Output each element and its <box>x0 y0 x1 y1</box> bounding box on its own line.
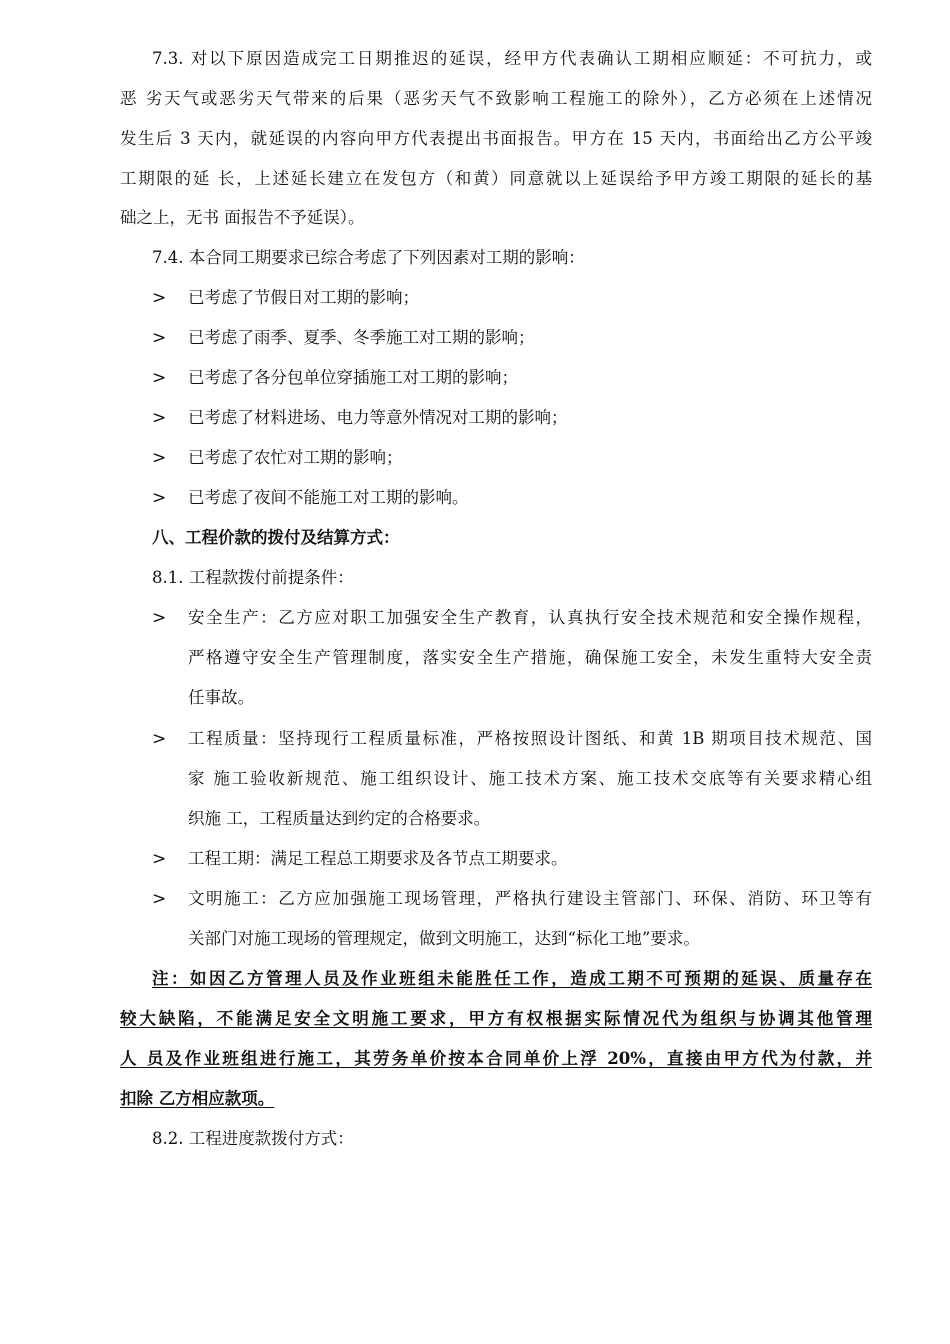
bullet-marker-icon: > <box>152 608 167 628</box>
condition-safety-line-1: 安全生产：乙方应对职工加强安全生产教育，认真执行安全技术规范和安全操作规程， <box>188 608 872 627</box>
factor-item-5: 已考虑了农忙对工期的影响； <box>188 448 403 467</box>
bullet-marker-icon: > <box>152 729 167 749</box>
bullet-marker-icon: > <box>152 488 167 508</box>
bullet-marker-icon: > <box>152 448 167 468</box>
clause-7-3-line-3: 发生后 3 天内，就延误的内容向甲方代表提出书面报告。甲方在 15 天内，书面给出乙方公平竣 <box>120 129 872 148</box>
bullet-marker-icon: > <box>152 849 167 869</box>
condition-quality-line-2: 家 施工验收新规范、施工组织设计、施工技术方案、施工技术交底等有关要求精心组 <box>188 769 872 788</box>
condition-quality-line-1: 工程质量：坚持现行工程质量标准，严格按照设计图纸、和黄 1B 期项目技术规范、国 <box>188 729 872 748</box>
condition-civilized-line-2: 关部门对施工现场的管理规定，做到文明施工，达到“标化工地”要求。 <box>188 929 700 948</box>
clause-7-3-line-4: 工期限的延 长，上述延长建立在发包方（和黄）同意就以上延误给予甲方竣工期限的延长的基 <box>120 169 872 188</box>
clause-7-3-line-5: 础之上，无书 面报告不予延误）。 <box>120 208 365 227</box>
clause-8-2-title: 8.2. 工程进度款拨付方式： <box>152 1129 354 1148</box>
clause-8-1-title: 8.1. 工程款拨付前提条件： <box>152 568 354 587</box>
clause-7-4-intro: 7.4. 本合同工期要求已综合考虑了下列因素对工期的影响： <box>152 248 585 267</box>
bullet-marker-icon: > <box>152 328 167 348</box>
clause-7-3-line-1: 7.3. 对以下原因造成完工日期推迟的延误，经甲方代表确认工期相应顺延：不可抗力，或 <box>152 49 872 68</box>
note-line-4: 扣除 乙方相应款项。 <box>120 1089 275 1108</box>
note-line-3: 人 员及作业班组进行施工，其劳务单价按本合同单价上浮 20%，直接由甲方代为付款，并 <box>120 1049 872 1068</box>
section-8-heading: 八、工程价款的拨付及结算方式： <box>152 528 400 547</box>
bullet-marker-icon: > <box>152 288 167 308</box>
note-line-1: 注：如因乙方管理人员及作业班组未能胜任工作，造成工期不可预期的延误、质量存在 <box>152 969 872 988</box>
condition-civilized-line-1: 文明施工：乙方应加强施工现场管理，严格执行建设主管部门、环保、消防、环卫等有 <box>188 889 872 908</box>
condition-quality-line-3: 织施 工，工程质量达到约定的合格要求。 <box>188 809 491 828</box>
note-line-2: 较大缺陷，不能满足安全文明施工要求，甲方有权根据实际情况代为组织与协调其他管理 <box>120 1009 872 1028</box>
factor-item-3: 已考虑了各分包单位穿插施工对工期的影响； <box>188 368 518 387</box>
bullet-marker-icon: > <box>152 889 167 909</box>
factor-item-4: 已考虑了材料进场、电力等意外情况对工期的影响； <box>188 408 568 427</box>
factor-item-6: 已考虑了夜间不能施工对工期的影响。 <box>188 488 469 507</box>
bullet-marker-icon: > <box>152 408 167 428</box>
condition-safety-line-3: 任事故。 <box>188 688 254 707</box>
condition-safety-line-2: 严格遵守安全生产管理制度，落实安全生产措施，确保施工安全，未发生重特大安全责 <box>188 648 872 667</box>
clause-7-3-line-2: 恶 劣天气或恶劣天气带来的后果（恶劣天气不致影响工程施工的除外），乙方必须在上述情况 <box>120 89 872 108</box>
bullet-marker-icon: > <box>152 368 167 388</box>
factor-item-1: 已考虑了节假日对工期的影响； <box>188 288 419 307</box>
factor-item-2: 已考虑了雨季、夏季、冬季施工对工期的影响； <box>188 328 535 347</box>
condition-schedule-line-1: 工程工期：满足工程总工期要求及各节点工期要求。 <box>188 849 568 868</box>
